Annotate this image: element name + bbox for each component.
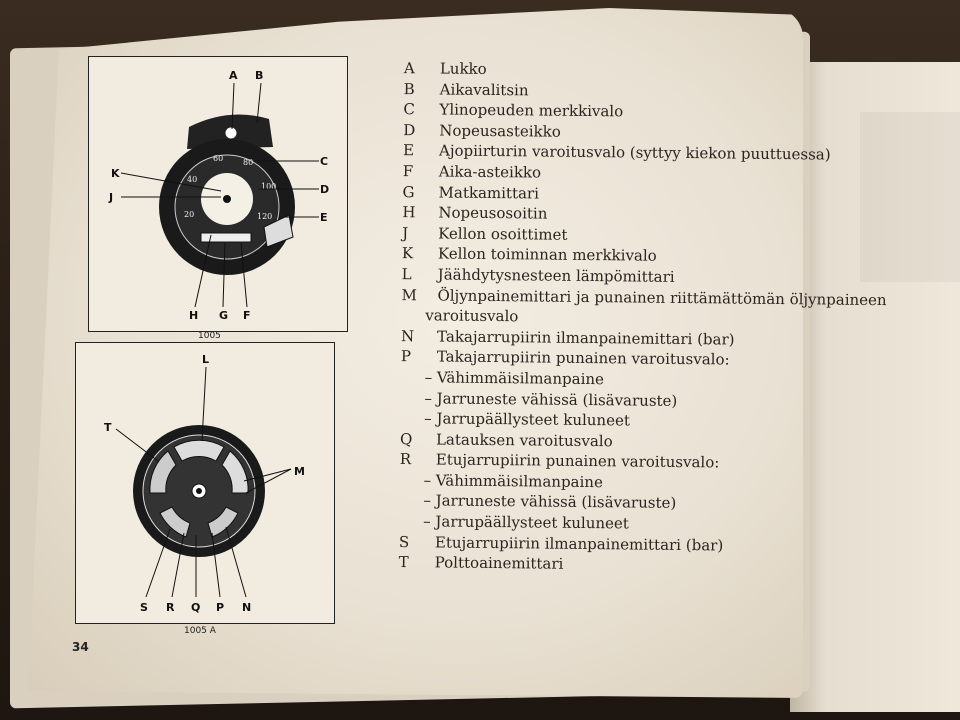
legend-item: [391, 552, 811, 577]
legend-text: Etujarrupiirin ilmanpainemittari (bar): [434, 533, 724, 555]
legend-text: Kellon osoittimet: [438, 224, 568, 244]
legend-key: G: [402, 182, 415, 201]
legend-key: A: [403, 59, 415, 78]
legend-text: varoitusvalo: [425, 306, 519, 326]
dial-number: 40: [187, 175, 198, 184]
legend-text: Ylinopeuden merkkivalo: [439, 100, 624, 121]
figure-speedometer: [88, 56, 348, 332]
legend-list: [391, 58, 887, 577]
legend-text: Etujarrupiirin punainen varoitusvalo:: [435, 450, 720, 472]
legend-text: Takajarrupiirin ilmanpainemittari (bar): [436, 327, 735, 349]
label-B: B: [255, 69, 264, 82]
legend-key: H: [402, 203, 416, 222]
label-H: H: [189, 309, 199, 322]
dial-number: 100: [261, 182, 277, 191]
legend-text: Ajopiirturin varoitusvalo (syttyy kiekon puuttuessa): [438, 141, 831, 164]
legend-text: – Vähimmäisilmanpaine: [423, 471, 603, 492]
label-K: K: [111, 167, 120, 180]
label-P: P: [216, 601, 225, 614]
legend-key: J: [402, 223, 409, 242]
legend-key: D: [403, 120, 416, 139]
legend-key: C: [403, 100, 416, 119]
legend-key: M: [401, 285, 417, 304]
legend-key: B: [403, 79, 415, 98]
label-A: A: [229, 69, 238, 82]
legend-text: – Jarruneste vähissä (lisävaruste): [423, 491, 677, 513]
label-F: F: [243, 309, 251, 322]
legend-key: P: [400, 347, 412, 366]
figure-gauges: [75, 342, 335, 624]
legend-text: Lukko: [439, 59, 487, 78]
faded-print: [860, 112, 960, 282]
legend-key: R: [399, 450, 412, 469]
label-L: L: [202, 353, 210, 366]
legend-key: F: [402, 162, 414, 181]
dial-number: 20: [184, 210, 195, 219]
label-G: G: [219, 309, 229, 322]
legend-key: T: [398, 553, 409, 572]
legend-text: Aika-asteikko: [438, 162, 542, 182]
legend-text: Nopeusosoitin: [438, 203, 548, 223]
legend-text: Polttoainemittari: [434, 553, 564, 574]
label-M: M: [294, 465, 305, 478]
page-number: 34: [72, 640, 89, 654]
legend-key: E: [402, 141, 415, 160]
legend-text: – Vähimmäisilmanpaine: [424, 368, 605, 389]
dial-number: 60: [213, 154, 224, 163]
legend-text: Kellon toiminnan merkkivalo: [437, 244, 657, 266]
label-S: S: [140, 601, 148, 614]
legend-text: – Jarrupäällysteet kuluneet: [424, 409, 631, 430]
gauge-cluster-diagram: [76, 343, 334, 623]
legend-text: Takajarrupiirin punainen varoitusvalo:: [436, 347, 730, 369]
legend-text: Jäähdytysnesteen lämpömittari: [437, 265, 675, 286]
label-C: C: [320, 155, 329, 168]
label-J: J: [109, 191, 114, 204]
dial-number: 120: [257, 212, 273, 221]
legend-text: – Jarrupäällysteet kuluneet: [423, 512, 629, 533]
legend-text: Matkamittari: [438, 183, 540, 203]
label-E: E: [320, 211, 328, 224]
figure-caption: 1005: [198, 331, 221, 341]
legend-key: S: [398, 532, 410, 551]
legend-text: Öljynpainemittari ja punainen riittämättömän öljynpaineen: [437, 285, 887, 309]
legend-text: Latauksen varoitusvalo: [435, 430, 613, 450]
legend-text: Nopeusasteikko: [439, 121, 561, 141]
legend-key: K: [401, 244, 414, 263]
legend-key: N: [400, 326, 415, 345]
label-D: D: [320, 183, 330, 196]
legend-key: L: [401, 265, 412, 284]
speedometer-diagram: [89, 57, 347, 331]
label-N: N: [242, 601, 252, 614]
label-R: R: [166, 601, 175, 614]
label-T: T: [104, 421, 112, 434]
legend-text: Aikavalitsin: [439, 80, 529, 99]
legend-key: Q: [399, 429, 413, 448]
dial-number: 80: [243, 158, 254, 167]
figure-caption: 1005 A: [184, 626, 216, 636]
legend-text: – Jarruneste vähissä (lisävaruste): [424, 388, 678, 410]
label-Q: Q: [191, 601, 201, 614]
